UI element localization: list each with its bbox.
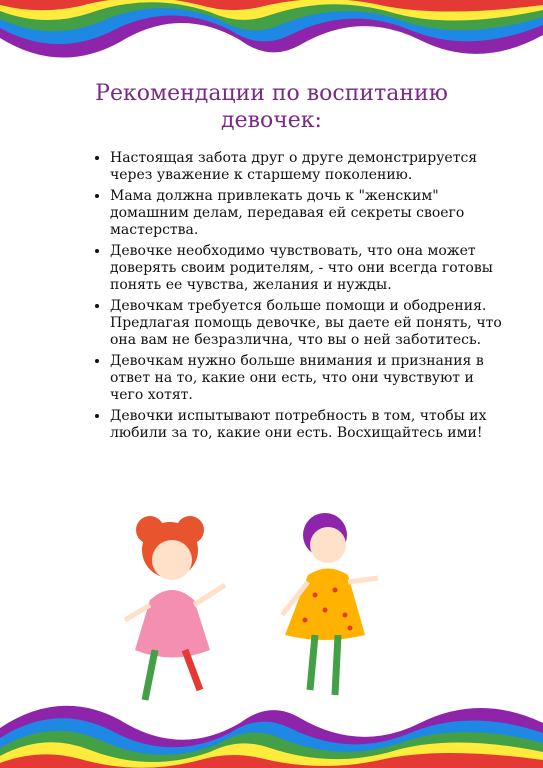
rainbow-frame-bottom	[0, 688, 543, 768]
title-line-2: девочек:	[221, 108, 322, 133]
list-item: • Девочки испытывают потребность в том, чтобы их любили за то, какие они есть. Восхищайтесь ими!	[110, 408, 510, 442]
rainbow-frame-top	[0, 0, 543, 75]
page-title	[40, 80, 503, 134]
list-item: • Мама должна привлекать дочь к "женским" домашним делам, передавая ей секреты своего мастерства.	[110, 188, 510, 239]
list-item: • Настоящая забота друг о друге демонстрируется через уважение к старшему поколению.	[110, 150, 510, 184]
list-item: • Девочкам требуется больше помощи и ободрения. Предлагая помощь девочке, вы даете ей понять, что она вам не безразлична, что вы о ней заботитесь.	[110, 298, 510, 349]
girl-dotted-dress-figure	[282, 513, 378, 695]
list-item: • Девочке необходимо чувствовать, что она может доверять своим родителям, - что они всегда готовы понять ее чувства, желания и нужды.	[110, 243, 510, 294]
recommendations-list	[82, 150, 510, 446]
list-item: • Девочкам нужно больше внимания и признания в ответ на то, какие они есть, что они чувствуют и чего хотят.	[110, 353, 510, 404]
dancing-girls-illustration	[110, 500, 410, 720]
title-line-1: Рекомендации по воспитанию	[95, 81, 448, 106]
girl-red-hair-figure	[125, 516, 225, 700]
